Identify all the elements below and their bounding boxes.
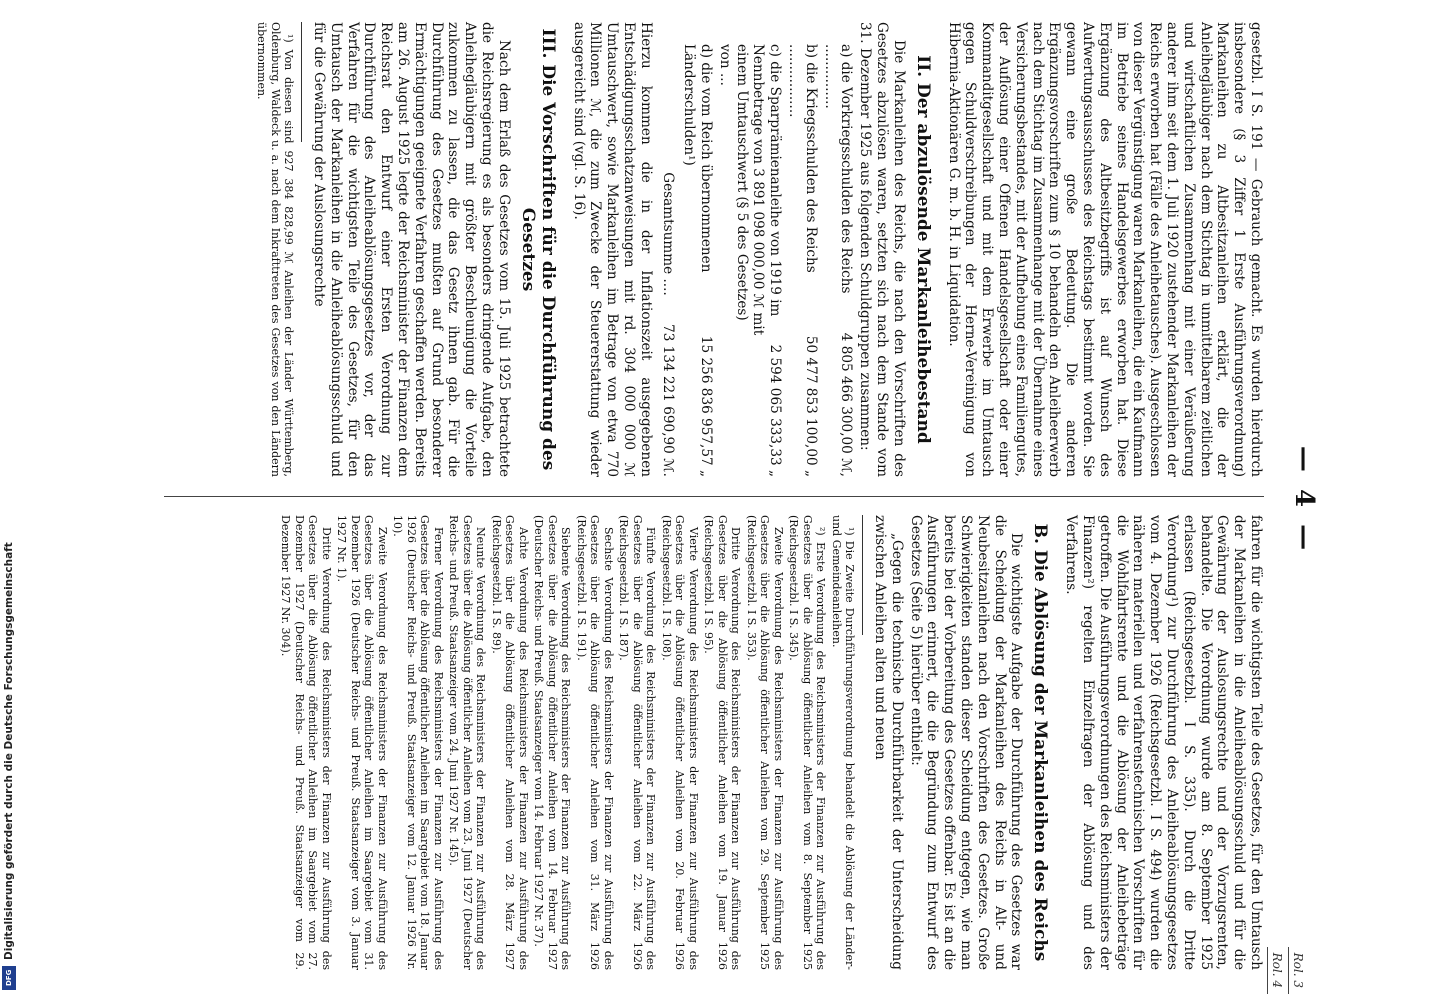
footnote: Sechste Verordnung des Reichsministers der Finanzen zur Ausführung des Gesetzes über die Ablösung öffentlicher Anleihen vom 31. März 1926 (Reichsgesetzbl. I S. 191). <box>574 515 615 970</box>
footnote-rule <box>301 22 302 142</box>
page-number: — 4 — <box>1289 445 1319 555</box>
right-column <box>277 515 1264 970</box>
footnote-rule <box>862 515 863 635</box>
paragraph: fahren für die wichtigsten Teile des Gesetzes, für den Umtausch der Markanleihen in die Anleiheablösungsschuld und für die Gewährung der Auslosungsrechte und der Vorzugsrenten, behandelte. Die Verordnung wurde am 8. September 1925 erlassen (Reichsgesetzbl. I S. 335). Durch die Dritte Verordnung¹) zur Durchführung des Anleiheablösungsgesetzes vom 4. Dezember 1926 (Reichsgesetzbl. I S. 494) wurden die näheren materiellen und verfahrenstechnischen Vorschriften für die Wohlfahrtsrente und die Ablösung der Anleihebeträge getroffen. Die Ausführungsverordnungen des Reichsministers der Finanzen²) regelten Einzelfragen der Ablösung und des Verfahrens. <box>1063 515 1264 970</box>
footnote: Dritte Verordnung des Reichsministers der Finanzen zur Ausführung des Gesetzes über die Ablösung öffentlicher Anleihen vom 19. Januar 1926 (Reichsgesetzbl. I S. 95). <box>702 515 743 970</box>
footnote: ²) Erste Verordnung des Reichsministers der Finanzen zur Ausführung des Gesetzes über die Ablösung öffentlicher Anleihen vom 8. September 1925 (Reichsgesetzbl. I S. 345). <box>787 515 828 970</box>
margin-note-2: Rol. 4 <box>1267 947 1285 994</box>
document-page <box>146 0 1319 1000</box>
total-value: 73 134 221 690,90 ℳ. <box>660 324 677 477</box>
credit-text: Digitalisierung gefördert durch die Deutsche Forschungsgemeinschaft <box>3 542 15 960</box>
footnote: Zweite Verordnung des Reichsministers der Finanzen zur Ausführung des Gesetzes über die Ablösung öffentlicher Anleihen im Saargebiet vom 31. Dezember 1926 (Deutscher Reichs- und Preuß. Staatsanzeiger vom 3. Januar 1927 Nr. 1). <box>335 515 389 970</box>
footnote: Fünfte Verordnung des Reichsministers der Finanzen zur Ausführung des Gesetzes über die Ablösung öffentlicher Anleihen vom 22. März 1926 (Reichsgesetzbl. I S. 187). <box>617 515 658 970</box>
margin-notes <box>1264 947 1306 994</box>
paragraph: Nach dem Erlaß des Gesetzes vom 15. Juli 1925 betrachtete die Reichsregierung es als besonders dringende Aufgabe, den Anleihegläubigern mit größter Beschleunigung die Vorteile zukommen zu lassen, die das Gesetz ihnen gab. Für die Durchführung des Gesetzes mußten auf Grund besonderer Ermächtigungen geeignete Verfahren geschaffen werden. Bereits am 26. August 1925 legte der Reichsminister der Finanzen dem Reichsrat den Entwurf einer Ersten Verordnung zur Durchführung des Anleiheablösungsgesetzes vor, der das Verfahren für die wichtigsten Teile des Gesetzes, für den Umtausch der Markanleihen in die Anleiheablösungsschuld und für die Gewährung der Auslosungsrechte <box>310 22 512 477</box>
footnote: Zweite Verordnung des Reichsministers der Finanzen zur Ausführung des Gesetzes über die Ablösung öffentlicher Anleihen vom 29. September 1925 (Reichsgesetzbl. I S. 353). <box>744 515 785 970</box>
total-row <box>660 22 677 477</box>
debt-item <box>785 22 819 477</box>
footnote: ¹) Die Zweite Durchführungsverordnung behandelt die Ablösung der Länder- und Gemeindeanleihen. <box>829 515 857 970</box>
debt-item-label: c) die Sparprämienanleihe von 1919 im Nennbetrage von 3 891 098 000,00 ℳ mit einem Umtauschwert (§ 5 des Gesetzes) von ... <box>716 44 784 336</box>
debt-item-value: 2 594 065 333,33 „ <box>767 344 784 477</box>
debt-item-label: d) die vom Reich übernommenen Länderschulden¹) <box>681 44 715 273</box>
footnote: Ferner Verordnung des Reichsministers der Finanzen zur Ausführung des Gesetzes über die Ablösung öffentlicher Anleihen im Saargebiet vom 18. Januar 1926 (Deutscher Reichs- und Preuß. Staatsanzeiger vom 12. Januar 1926 Nr. 10). <box>391 515 445 970</box>
sidebar-credit <box>0 0 18 1000</box>
paragraph: Die Markanleihen des Reichs, die nach den Vorschriften des Gesetzes abzulösen waren, setzten sich nach dem Stande vom 31. Dezember 1925 aus folgenden Schuldgruppen zusammen: <box>857 22 907 477</box>
debt-item-label: a) die Vorkriegsschulden des Reichs ............... <box>821 44 855 294</box>
debt-item <box>716 22 783 477</box>
footnote: Neunte Verordnung des Reichsministers der Finanzen zur Ausführung des Gesetzes über die Ablösung öffentlicher Anleihen vom 23. Juni 1927 (Deutscher Reichs- und Preuß. Staatsanzeiger vom 24. Juni 1927 Nr. 145). <box>447 515 488 970</box>
footnote: Siebente Verordnung des Reichsministers der Finanzen zur Ausführung des Gesetzes über die Ablösung öffentlicher Anleihen vom 14. Februar 1927 (Deutscher Reichs- und Preuß. Staatsanzeiger vom 14. Februar 1927 Nr. 37). <box>532 515 573 970</box>
footnote: Achte Verordnung des Reichsministers der Finanzen zur Ausführung des Gesetzes über die Ablösung öffentlicher Anleihen vom 28. März 1927 (Reichsgesetzbl. I S. 89). <box>489 515 530 970</box>
section-heading: III. Die Vorschriften für die Durchführung des Gesetzes <box>517 28 558 471</box>
debt-item-value: 15 256 836 957,57 „ <box>698 335 715 477</box>
paragraph: gesetzbl. I S. 191 — Gebrauch gemacht. Es wurden hierdurch insbesondere (§ 3 Ziffer 1 Erste Ausführungsverordnung) Markanleihen zu Altbesitzanleihen erklärt, die der Anleihegläubiger nach dem Stichtag in unmittelbarem zeitlichen und wirtschaftlichen Zusammenhang mit einer Veräußerung anderer ihm seit dem 1. Juli 1920 zustehender Markanleihen der Reichs erworben hat (Fälle des Anleihetausches). Ausgeschlossen von dieser Vergünstigung waren Markanleihen, die ein Kaufmann im Betriebe seines Handelsgewerbes erworben hat. Diese Ergänzung des Altbesitzbegriffs ist auf Wunsch des Aufwertungsausschusses des Reichstags bestimmt worden. Sie gewann eine große Bedeutung. Die anderen Ergänzungsvorschriften zum § 10 behandeln den Anleiheerwerb nach dem Stichtag im Zusammenhange mit der Übernahme eines Versicherungsbestandes, mit der Aufhebung eines Familiengutes, der Auflösung einer Offenen Handelsgesellschaft oder einer Kommanditgesellschaft und mit dem Erwerbe im Umtausch gegen Schuldverschreibungen der Herne-Vereinigung von Hibernia-Aktionären G. m. b. H. in Liquidation. <box>945 22 1264 477</box>
left-column <box>253 22 1264 477</box>
total-label: Gesamtsumme .... <box>660 172 677 296</box>
section-heading: B. Die Ablösung der Markanleihen des Reichs <box>1030 523 1051 962</box>
column-separator <box>164 496 1264 497</box>
footnote: Dritte Verordnung des Reichsministers der Finanzen zur Ausführung des Gesetzes über die Ablösung öffentlicher Anleihen im Saargebiet vom 27. Dezember 1927 (Deutscher Reichs- und Preuß. Staatsanzeiger vom 29. Dezember 1927 Nr. 304). <box>279 515 333 970</box>
margin-note-1: Rol. 3 <box>1288 947 1306 994</box>
quote-paragraph: „Gegen die technische Durchführbarkeit der Unterscheidung zwischen Anleihen alten und neuen <box>872 515 905 970</box>
footnote: Vierte Verordnung des Reichsministers der Finanzen zur Ausführung des Gesetzes über die Ablösung öffentlicher Anleihen vom 20. Februar 1926 (Reichsgesetzbl. I S. 108). <box>659 515 700 970</box>
debt-item-value: 4 805 466 300,00 ℳ, <box>838 332 855 477</box>
paragraph: Hierzu kommen die in der Inflationszeit ausgegebenen Entschädigungsschatzanweisungen mit rd. 304 000 000 ℳ Umtauschwert, sowie Markanleihen im Betrage von etwa 770 Millionen ℳ, die zum Zwecke der Steuererstattung wieder ausgereicht sind (vgl. S. 16). <box>570 22 654 477</box>
debt-item <box>681 22 715 477</box>
section-heading: II. Der abzulösende Markanleihebestand <box>912 55 933 444</box>
debt-item-label: b) die Kriegsschulden des Reichs ................. <box>786 44 819 273</box>
paragraph: Die wichtigste Aufgabe der Durchführung des Gesetzes war die Scheidung der Markanleihen des Reichs in Alt- und Neubesitzanleihen nach den Vorschriften des Gesetzes. Große Schwierigkeiten standen dieser Scheidung entgegen, wie man bereits bei der Vorbereitung des Gesetzes offenbar. Es ist an die Ausführungen erinnert, die die Begründung zum Entwurf des Gesetzes (Seite 5) hierüber enthielt: <box>907 515 1025 970</box>
footnote: ¹) Von diesen sind 927 384 828,99 ℳ Anleihen der Länder Württemberg, Oldenburg, Waldeck u. a. nach dem Inkrafttreten des Gesetzes von den Ländern übernommen. <box>255 22 296 477</box>
dfg-logo: DFG <box>2 966 16 990</box>
debt-item <box>821 22 855 477</box>
debt-item-value: 50 477 853 100,00 „ <box>802 335 819 477</box>
